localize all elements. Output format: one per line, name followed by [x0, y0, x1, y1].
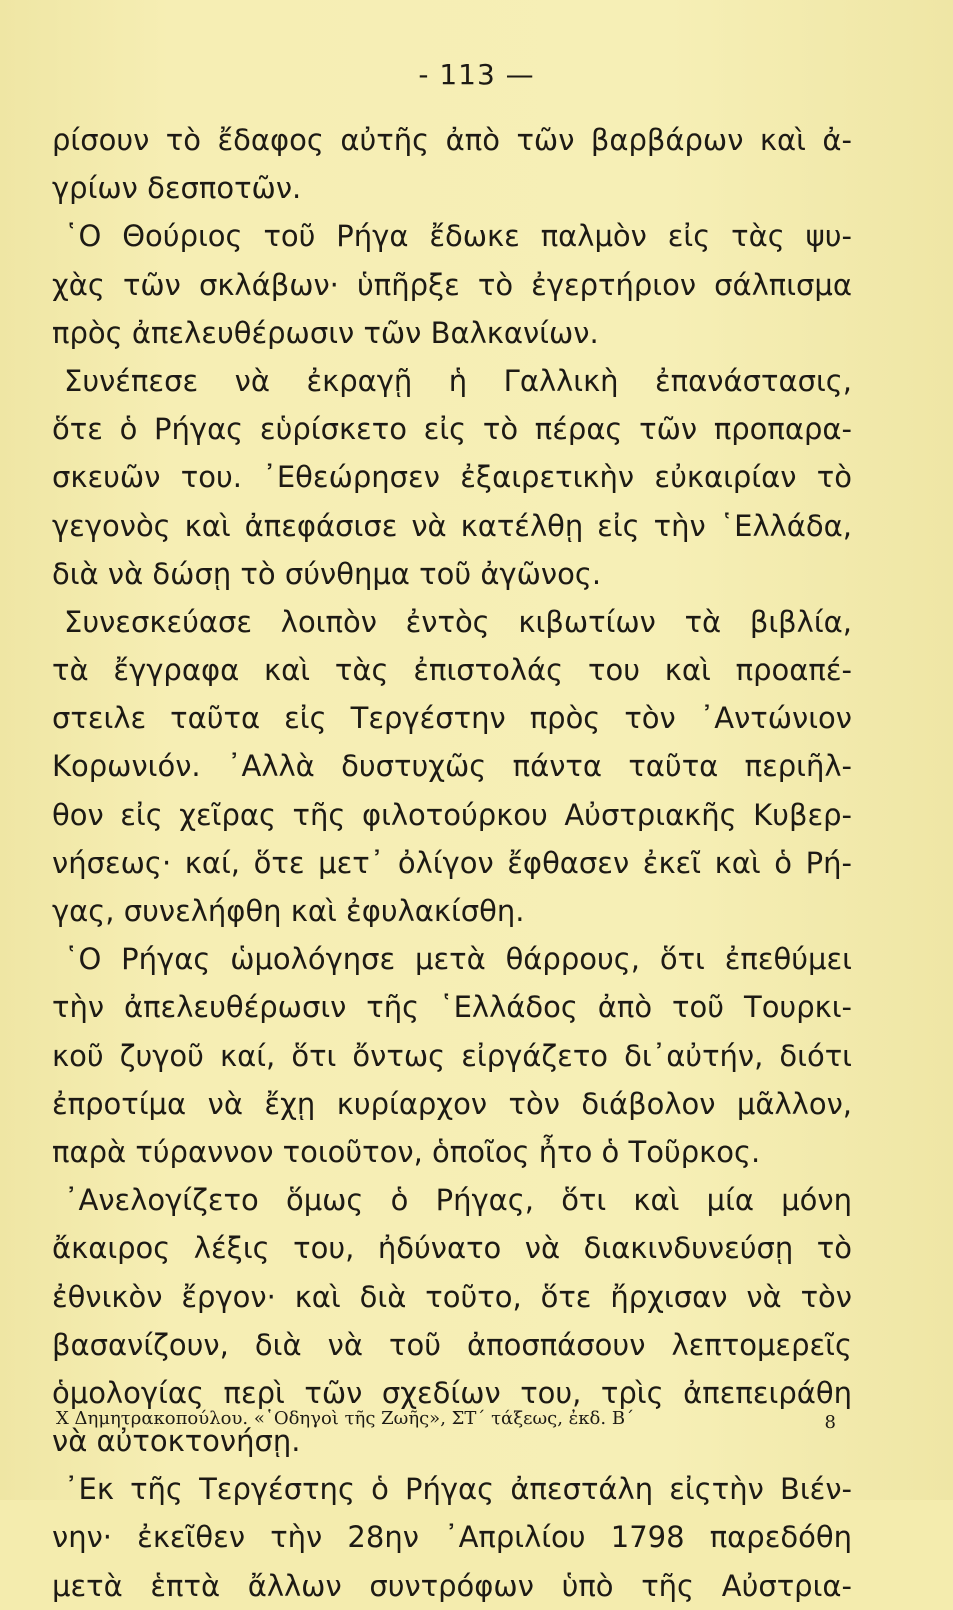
signature-mark: 8 [824, 1412, 836, 1433]
text-line: Συνεσκεύασε λοιπὸν ἐντὸς κιβωτίων τὰ βιβλία, [64, 604, 852, 639]
text-line: μετὰ ἑπτὰ ἄλλων συντρόφων ὑπὸ τῆς Αὐστρια- [52, 1568, 852, 1603]
text-line: κοῦ ζυγοῦ καί, ὅτι ὄντως εἰργάζετο δι᾿αὐτήν, διότι [52, 1038, 852, 1073]
text-line: θον εἰς χεῖρας τῆς φιλοτούρκου Αὐστριακῆς Κυβερ- [52, 797, 852, 832]
text-line: ἄκαιρος λέξις του, ἠδύνατο νὰ διακινδυνεύσῃ τὸ [52, 1231, 852, 1266]
text-line: γρίων δεσποτῶν. [52, 171, 302, 206]
text-line: παρὰ τύραννον τοιοῦτον, ὁποῖος ἦτο ὁ Τοῦρκος. [52, 1134, 761, 1169]
text-line: ἐθνικὸν ἔργον· καὶ διὰ τοῦτο, ὅτε ἤρχισαν νὰ τὸν [52, 1279, 852, 1314]
text-line: τὰ ἔγγραφα καὶ τὰς ἐπιστολάς του καὶ προαπέ- [52, 653, 852, 688]
text-line: ρίσουν τὸ ἔδαφος αὐτῆς ἀπὸ τῶν βαρβάρων καὶ ἀ- [52, 123, 852, 157]
page-footer [56, 1408, 836, 1444]
footer-citation: Χ Δημητρακοπούλου. «῾Οδηγοὶ τῆς Ζωῆς», ΣΤ΄ τάξεως, ἐκδ. Β΄ [56, 1408, 635, 1429]
text-line: ὁμολογίας περὶ τῶν σχεδίων του, τρὶς ἀπεπειράθη [52, 1375, 852, 1410]
text-line: σκευῶν του. ᾿Εθεώρησεν ἐξαιρετικὴν εὐκαιρίαν τὸ [52, 460, 852, 495]
text-line: βασανίζουν, διὰ νὰ τοῦ ἀποσπάσουν λεπτομερεῖς [52, 1327, 852, 1362]
body-text [52, 116, 852, 1610]
text-line: χὰς τῶν σκλάβων· ὑπῆρξε τὸ ἐγερτήριον σάλπισμα [52, 267, 852, 302]
text-line: Συνέπεσε νὰ ἐκραγῇ ἡ Γαλλικὴ ἐπανάστασις, [64, 363, 852, 398]
text-line: ῾Ο Θούριος τοῦ Ρήγα ἔδωκε παλμὸν εἰς τὰς ψυ- [64, 219, 852, 254]
text-line: ἐπροτίμα νὰ ἔχῃ κυρίαρχον τὸν διάβολον μᾶλλον, [52, 1086, 852, 1121]
text-line: ῾Ο Ρήγας ὡμολόγησε μετὰ θάρρους, ὅτι ἐπεθύμει [64, 942, 852, 977]
text-line: Κορωνιόν. ᾿Αλλὰ δυστυχῶς πάντα ταῦτα περιῆλ- [52, 749, 852, 784]
text-line: νὰ αὐτοκτονήσῃ. [52, 1424, 301, 1459]
text-line: στειλε ταῦτα εἰς Τεργέστην πρὸς τὸν ᾿Αντώνιον [52, 701, 852, 736]
text-line: γας, συνελήφθη καὶ ἐφυλακίσθη. [52, 894, 525, 928]
text-line: διὰ νὰ δώσῃ τὸ σύνθημα τοῦ ἀγῶνος. [52, 556, 602, 591]
text-line: γεγονὸς καὶ ἀπεφάσισε νὰ κατέλθῃ εἰς τὴν ῾Ελλάδα, [52, 508, 852, 543]
text-line: νήσεως· καί, ὅτε μετ᾿ ὀλίγον ἔφθασεν ἐκεῖ καὶ ὁ Ρή- [52, 845, 852, 880]
page-number: - 113 — [418, 58, 535, 91]
text-line: τὴν ἀπελευθέρωσιν τῆς ῾Ελλάδος ἀπὸ τοῦ Τουρκι- [52, 990, 852, 1025]
text-line: ᾿Εκ τῆς Τεργέστης ὁ Ρήγας ἀπεστάλη εἰςτὴν Βιέν- [64, 1472, 852, 1507]
text-line: ὅτε ὁ Ρήγας εὑρίσκετο εἰς τὸ πέρας τῶν προπαρα- [52, 412, 852, 447]
text-line: ᾿Ανελογίζετο ὅμως ὁ Ρήγας, ὅτι καὶ μία μόνη [64, 1183, 852, 1218]
text-line: νην· ἐκεῖθεν τὴν 28ην ᾿Απριλίου 1798 παρεδόθη [52, 1520, 852, 1555]
text-line: πρὸς ἀπελευθέρωσιν τῶν Βαλκανίων. [52, 315, 599, 350]
